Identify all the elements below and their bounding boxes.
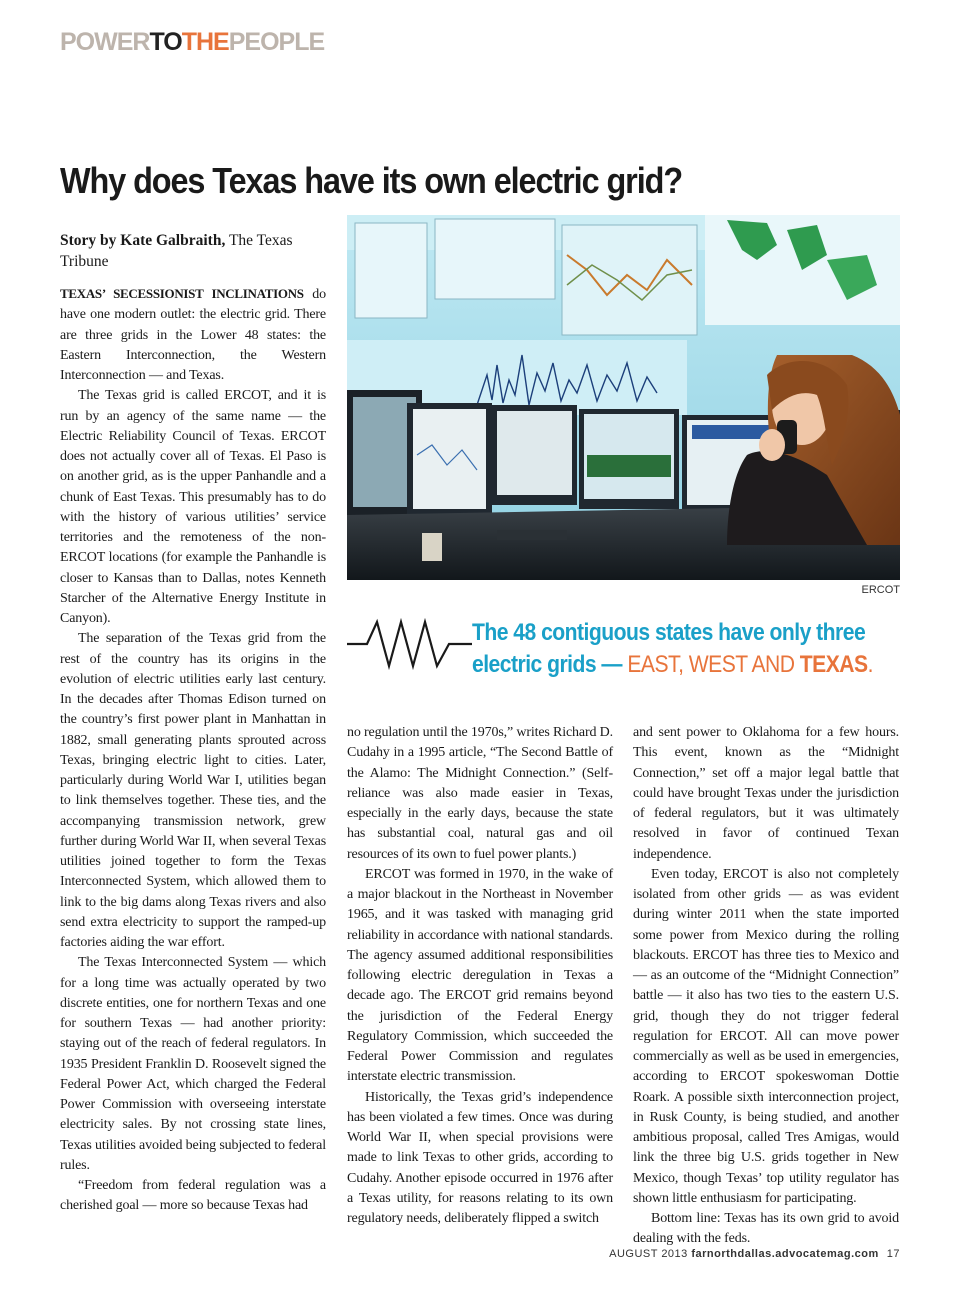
- pull-quote: [472, 617, 873, 681]
- headline: Why does Texas have its own electric grid?: [60, 160, 683, 201]
- paragraph: Bottom line: Texas has its own grid to avoid dealing with the feds.: [633, 1211, 899, 1247]
- kicker-people: PEOPLE: [228, 28, 325, 56]
- page-footer: [560, 1248, 900, 1260]
- pull-quote-line-1: The 48 contiguous states have only three: [472, 619, 866, 646]
- paragraph: ERCOT was formed in 1970, in the wake of a major blackout in the Northeast in November 1965, and it was tasked with managing grid reliability in accordance with national standards. The agency assumed additional responsibilities following electric deregulation in Texas a decade ago. The ERCOT grid remains beyond the jurisdiction of the Federal Energy Regulatory Commission, which succeeded the Federal Power Commission and regulates interstate electric transmission.: [347, 866, 613, 1085]
- paragraph: The Texas grid is called ERCOT, and it is run by an agency of the same name — the Electric Reliability Council of Texas. ERCOT does not actually cover all of Texas. El Paso is on another grid, as is the upper Panhandle and a chunk of East Texas. This presumably has to do with the history of various utilities’ service territories and the remoteness of the non-ERCOT locations (for example the Panhandle is closer to Kansas than to Dallas, notes Kenneth Starcher of the Alternative Energy Institute in Canyon).: [60, 388, 326, 626]
- paragraph: Even today, ERCOT is also not completely isolated from other grids — as was evident during winter 2011 when the state imported some power from Mexico during the rolling blackouts. ERCOT has three ties to Mexico and — as an outcome of the “Midnight Connection” battle — it also has two ties to the eastern U.S. grid, though they do not trigger federal regulation for ERCOT. All can move power commercially as well as be used in emergencies, according to ERCOT spokeswoman Dottie Roark. A possible sixth interconnection project, in Rusk County, is being studied, and another ambitious proposal, called Tres Amigas, would link the three big U.S. grids together in New Mexico, though Texas’ top utility regulator has shown little enthusiasm for participating.: [633, 866, 899, 1206]
- photo-credit: ERCOT: [861, 584, 900, 596]
- paragraph: The separation of the Texas grid from the rest of the country has its origins in the evolution of electric utilities early last century. In the decades after Thomas Edison turned on the country’s first power plant in Manhattan in 1882, small generating plants sprouted across Texas, bringing electric light to cities. Later, particularly during World War I, utilities began to link themselves together. These ties, and the accompanying transmission network, grew further during World War II, when several Texas utilities joined together to form the Texas Interconnected System, which allowed them to link to the big dams along Texas rivers and also send extra electricity to support the ramped-up factories aiding the war effort.: [60, 631, 326, 950]
- article-column-1: [60, 284, 326, 1217]
- zigzag-wave-icon: [347, 618, 472, 674]
- pull-quote-line-2: electric grids — EAST, WEST AND TEXAS.: [472, 651, 873, 678]
- section-kicker: [60, 28, 324, 57]
- ercot-control-room-photo: [347, 215, 900, 580]
- kicker-to: TO: [149, 28, 182, 56]
- paragraph: The Texas Interconnected System — which for a long time was actually operated by two discrete entities, one for northern Texas and one for southern Texas — had another priority: staying out of the reach of federal regulators. In 1935 President Franklin D. Roosevelt signed the Federal Power Act, which charged the Federal Power Commission with overseeing interstate electricity sales. By not crossing state lines, Texas utilities avoided being subjected to federal rules.: [60, 955, 326, 1173]
- byline: [60, 231, 330, 272]
- footer-date: AUGUST 2013: [609, 1248, 688, 1260]
- paragraph: “Freedom from federal regulation was a cherished goal — more so because Texas had: [60, 1178, 326, 1214]
- paragraph: Historically, the Texas grid’s independence has been violated a few times. Once was during World War II, when special provisions were made to link Texas to other grids, according to Cudahy. Another episode occurred in 1976 after a Texas utility, for reasons relating to its own regulatory needs, deliberately flipped a switch: [347, 1089, 613, 1226]
- article-column-2: [347, 723, 613, 1229]
- kicker-power: POWER: [60, 28, 150, 56]
- page-number: 17: [886, 1248, 900, 1260]
- byline-outlet: The Texas Tribune: [60, 232, 293, 270]
- paragraph: and sent power to Oklahoma for a few hours. This event, known as the “Midnight Connection,” set off a major legal battle that could have brought Texas under the jurisdiction of federal regulators, but it was ultimately resolved in favor of continued Texan independence.: [633, 725, 899, 862]
- paragraph: TEXAS’ SECESSIONIST INCLINATIONS do have one modern outlet: the electric grid. There are three grids in the Lower 48 states: the Eastern Interconnection, the Western Interconnection — and Texas.: [60, 286, 326, 383]
- article-column-3: [633, 723, 899, 1250]
- kicker-the: THE: [181, 28, 229, 56]
- lead-in: TEXAS’ SECESSIONIST INCLINATIONS: [60, 286, 304, 301]
- byline-author: Story by Kate Galbraith,: [60, 232, 226, 249]
- paragraph: no regulation until the 1970s,” writes Richard D. Cudahy in a 1995 article, “The Second Battle of the Alamo: The Midnight Connection.” (Self-reliance was also made easier in Texas, especially in the early days, because the state has substantial coal, natural gas and oil resources of its own to fuel power plants.): [347, 725, 613, 862]
- footer-website: farnorthdallas.advocatemag.com: [691, 1248, 879, 1260]
